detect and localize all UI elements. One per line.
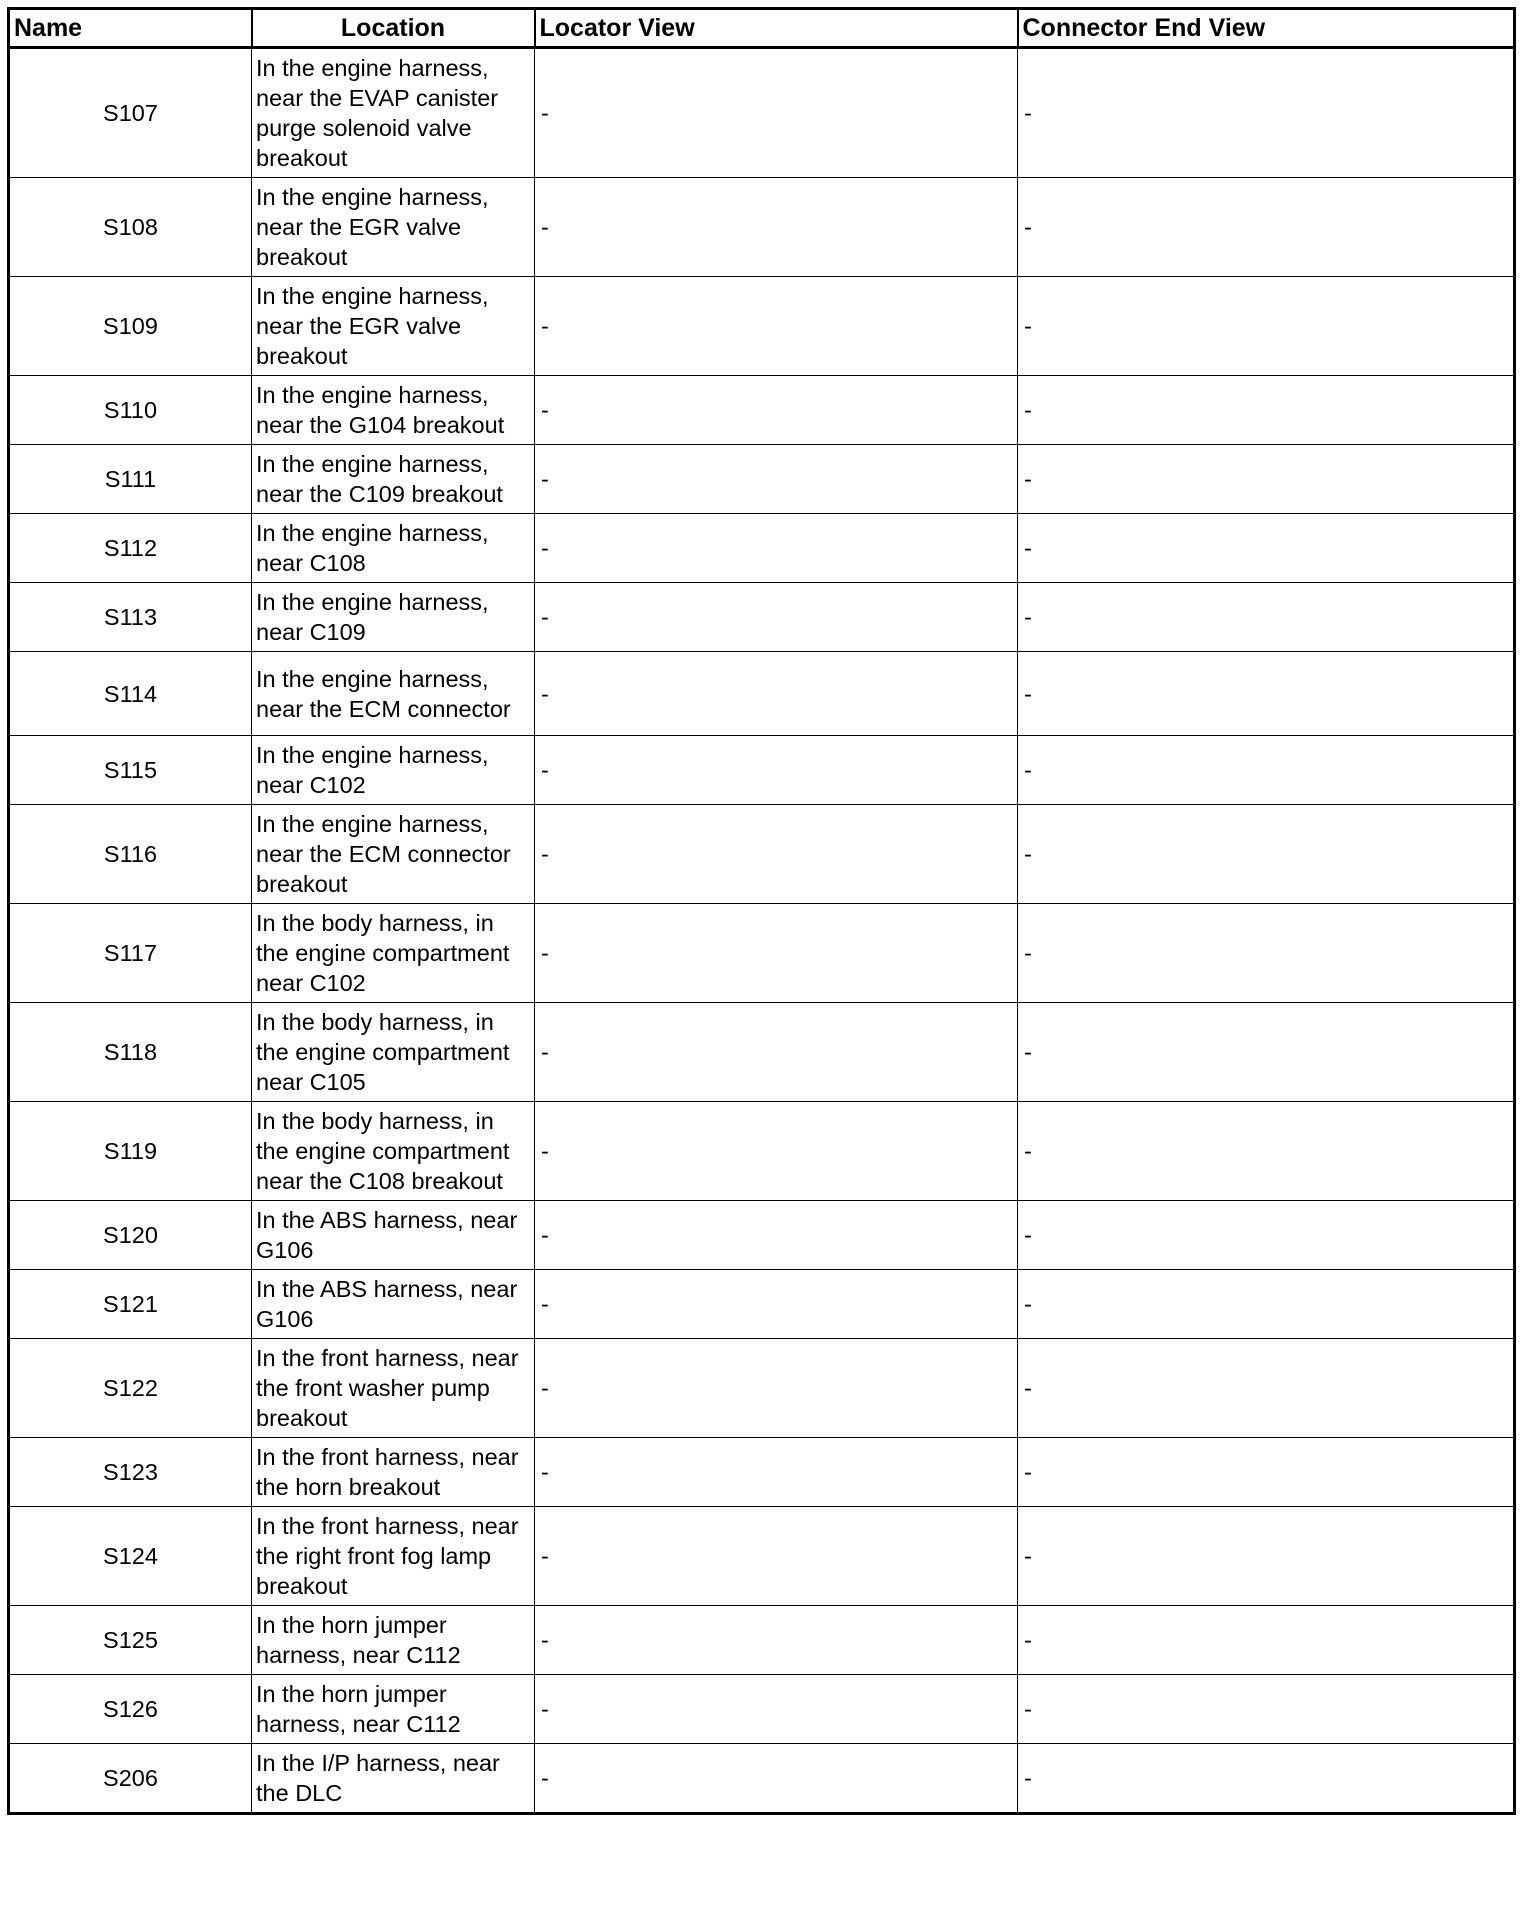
connector-end-view-cell: -	[1018, 1675, 1515, 1744]
table-row	[9, 583, 1515, 652]
splice-location-cell: In the engine harness, near the ECM connector breakout	[252, 805, 535, 904]
locator-view-cell: -	[535, 445, 1018, 514]
splice-location-cell: In the ABS harness, near G106	[252, 1270, 535, 1339]
table-row	[9, 1201, 1515, 1270]
table-row	[9, 736, 1515, 805]
locator-view-cell: -	[535, 514, 1018, 583]
splice-name-cell: S110	[9, 376, 252, 445]
connector-end-view-cell: -	[1018, 904, 1515, 1003]
splice-location-table	[7, 7, 1516, 1815]
table-row	[9, 652, 1515, 736]
splice-name-cell: S114	[9, 652, 252, 736]
table-row	[9, 805, 1515, 904]
splice-name-cell: S111	[9, 445, 252, 514]
splice-location-cell: In the front harness, near the right front fog lamp breakout	[252, 1507, 535, 1606]
splice-location-cell: In the engine harness, near the ECM connector	[252, 652, 535, 736]
table-row	[9, 48, 1515, 178]
splice-name-cell: S115	[9, 736, 252, 805]
column-header-name: Name	[9, 9, 252, 48]
table-row	[9, 376, 1515, 445]
splice-name-cell: S117	[9, 904, 252, 1003]
splice-name-cell: S119	[9, 1102, 252, 1201]
splice-name-cell: S122	[9, 1339, 252, 1438]
locator-view-cell: -	[535, 583, 1018, 652]
connector-end-view-cell: -	[1018, 805, 1515, 904]
table-row	[9, 1102, 1515, 1201]
connector-end-view-cell: -	[1018, 48, 1515, 178]
splice-location-cell: In the engine harness, near the EGR valve breakout	[252, 178, 535, 277]
splice-name-cell: S123	[9, 1438, 252, 1507]
connector-end-view-cell: -	[1018, 1438, 1515, 1507]
locator-view-cell: -	[535, 652, 1018, 736]
splice-location-cell: In the ABS harness, near G106	[252, 1201, 535, 1270]
splice-name-cell: S124	[9, 1507, 252, 1606]
splice-location-cell: In the horn jumper harness, near C112	[252, 1675, 535, 1744]
locator-view-cell: -	[535, 1201, 1018, 1270]
column-header-connector-end-view: Connector End View	[1018, 9, 1515, 48]
splice-name-cell: S108	[9, 178, 252, 277]
connector-end-view-cell: -	[1018, 376, 1515, 445]
connector-end-view-cell: -	[1018, 736, 1515, 805]
connector-end-view-cell: -	[1018, 1339, 1515, 1438]
locator-view-cell: -	[535, 1438, 1018, 1507]
splice-location-cell: In the engine harness, near the C109 breakout	[252, 445, 535, 514]
splice-location-cell: In the engine harness, near C102	[252, 736, 535, 805]
splice-name-cell: S126	[9, 1675, 252, 1744]
table-row	[9, 1438, 1515, 1507]
table-row	[9, 1003, 1515, 1102]
splice-name-cell: S120	[9, 1201, 252, 1270]
splice-location-cell: In the body harness, in the engine compartment near C105	[252, 1003, 535, 1102]
splice-location-cell: In the I/P harness, near the DLC	[252, 1744, 535, 1814]
table-row	[9, 1507, 1515, 1606]
connector-end-view-cell: -	[1018, 1003, 1515, 1102]
connector-end-view-cell: -	[1018, 277, 1515, 376]
locator-view-cell: -	[535, 1675, 1018, 1744]
locator-view-cell: -	[535, 736, 1018, 805]
connector-end-view-cell: -	[1018, 1102, 1515, 1201]
splice-name-cell: S113	[9, 583, 252, 652]
splice-location-cell: In the horn jumper harness, near C112	[252, 1606, 535, 1675]
connector-end-view-cell: -	[1018, 445, 1515, 514]
splice-location-cell: In the engine harness, near C108	[252, 514, 535, 583]
splice-name-cell: S109	[9, 277, 252, 376]
splice-location-cell: In the front harness, near the horn breakout	[252, 1438, 535, 1507]
locator-view-cell: -	[535, 1606, 1018, 1675]
connector-end-view-cell: -	[1018, 1270, 1515, 1339]
splice-name-cell: S112	[9, 514, 252, 583]
connector-end-view-cell: -	[1018, 1201, 1515, 1270]
table-row	[9, 1339, 1515, 1438]
locator-view-cell: -	[535, 178, 1018, 277]
locator-view-cell: -	[535, 1339, 1018, 1438]
splice-name-cell: S121	[9, 1270, 252, 1339]
table-row	[9, 1606, 1515, 1675]
table-row	[9, 277, 1515, 376]
connector-end-view-cell: -	[1018, 652, 1515, 736]
splice-location-cell: In the engine harness, near C109	[252, 583, 535, 652]
splice-location-cell: In the engine harness, near the EGR valve breakout	[252, 277, 535, 376]
splice-name-cell: S125	[9, 1606, 252, 1675]
locator-view-cell: -	[535, 1507, 1018, 1606]
splice-location-cell: In the engine harness, near the EVAP canister purge solenoid valve breakout	[252, 48, 535, 178]
table-row	[9, 178, 1515, 277]
splice-location-cell: In the front harness, near the front washer pump breakout	[252, 1339, 535, 1438]
splice-location-cell: In the body harness, in the engine compartment near C102	[252, 904, 535, 1003]
splice-location-cell: In the body harness, in the engine compartment near the C108 breakout	[252, 1102, 535, 1201]
connector-end-view-cell: -	[1018, 1507, 1515, 1606]
locator-view-cell: -	[535, 277, 1018, 376]
locator-view-cell: -	[535, 805, 1018, 904]
splice-name-cell: S118	[9, 1003, 252, 1102]
locator-view-cell: -	[535, 1270, 1018, 1339]
locator-view-cell: -	[535, 48, 1018, 178]
splice-location-cell: In the engine harness, near the G104 breakout	[252, 376, 535, 445]
column-header-locator-view: Locator View	[535, 9, 1018, 48]
table-row	[9, 514, 1515, 583]
connector-end-view-cell: -	[1018, 514, 1515, 583]
connector-end-view-cell: -	[1018, 1744, 1515, 1814]
connector-end-view-cell: -	[1018, 1606, 1515, 1675]
table-row	[9, 1675, 1515, 1744]
splice-name-cell: S206	[9, 1744, 252, 1814]
column-header-location: Location	[252, 9, 535, 48]
splice-name-cell: S107	[9, 48, 252, 178]
locator-view-cell: -	[535, 1003, 1018, 1102]
table-row	[9, 1270, 1515, 1339]
locator-view-cell: -	[535, 376, 1018, 445]
table-row	[9, 445, 1515, 514]
locator-view-cell: -	[535, 904, 1018, 1003]
locator-view-cell: -	[535, 1744, 1018, 1814]
table-header-row	[9, 9, 1515, 48]
table-row	[9, 904, 1515, 1003]
splice-name-cell: S116	[9, 805, 252, 904]
connector-end-view-cell: -	[1018, 178, 1515, 277]
connector-end-view-cell: -	[1018, 583, 1515, 652]
table-body	[9, 48, 1515, 1814]
locator-view-cell: -	[535, 1102, 1018, 1201]
table-row	[9, 1744, 1515, 1814]
